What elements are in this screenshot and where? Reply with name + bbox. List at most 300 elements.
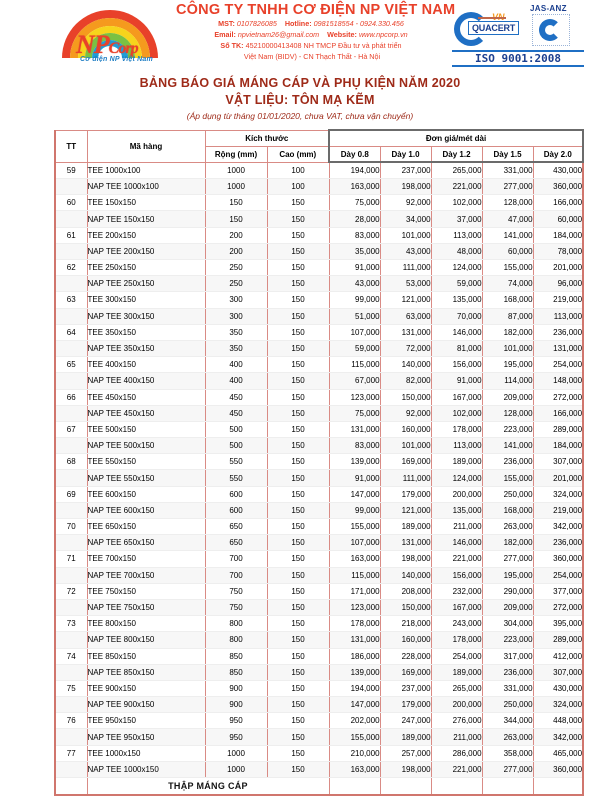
table-row [55, 357, 583, 373]
cell-tt: 72 [55, 583, 87, 599]
cell-price-4: 201,000 [533, 260, 583, 276]
cell-price-1: 160,000 [380, 421, 431, 437]
cell-width: 750 [205, 583, 267, 599]
cell-price-0: 75,000 [329, 405, 380, 421]
table-row [55, 761, 583, 777]
cell-price-2: 200,000 [431, 697, 482, 713]
cell-price-4: 219,000 [533, 292, 583, 308]
quacert-label: QUACERT [468, 21, 519, 35]
cell-price-0: 91,000 [329, 260, 380, 276]
cell-price-1: 92,000 [380, 195, 431, 211]
header-thickness-2-0: Dày 2.0 [533, 146, 583, 162]
cell-code: TEE 150x150 [87, 195, 205, 211]
cell-code: NAP TEE 550x150 [87, 470, 205, 486]
cell-price-3: 60,000 [482, 243, 533, 259]
cell-tt: 76 [55, 713, 87, 729]
banner-spacer-0 [329, 778, 380, 795]
cell-price-0: 67,000 [329, 373, 380, 389]
cell-width: 350 [205, 340, 267, 356]
cell-price-0: 202,000 [329, 713, 380, 729]
cell-height: 150 [267, 697, 329, 713]
cell-code: TEE 400x150 [87, 357, 205, 373]
cell-width: 1000 [205, 162, 267, 178]
cell-price-1: 150,000 [380, 389, 431, 405]
table-row [55, 632, 583, 648]
info-row-bank-1 [176, 40, 446, 51]
table-row [55, 648, 583, 664]
cell-price-1: 34,000 [380, 211, 431, 227]
price-table [54, 129, 584, 796]
cell-price-3: 182,000 [482, 324, 533, 340]
cell-width: 400 [205, 357, 267, 373]
banner-spacer-4 [533, 778, 583, 795]
cell-price-4: 184,000 [533, 227, 583, 243]
cell-height: 150 [267, 276, 329, 292]
cell-price-2: 265,000 [431, 162, 482, 178]
cell-price-3: 209,000 [482, 389, 533, 405]
cell-price-4: 289,000 [533, 632, 583, 648]
cell-price-4: 78,000 [533, 243, 583, 259]
cell-price-0: 99,000 [329, 292, 380, 308]
cell-price-2: 178,000 [431, 632, 482, 648]
cell-price-2: 102,000 [431, 195, 482, 211]
company-logo [58, 4, 180, 66]
cell-width: 450 [205, 389, 267, 405]
website-label: Website: [327, 30, 357, 39]
cell-height: 150 [267, 713, 329, 729]
cell-price-3: 331,000 [482, 162, 533, 178]
cell-width: 950 [205, 713, 267, 729]
cell-code: NAP TEE 250x150 [87, 276, 205, 292]
bank-value-2: Việt Nam (BIDV) - CN Thạch Thất - Hà Nội [243, 52, 381, 61]
cell-width: 850 [205, 648, 267, 664]
cell-width: 550 [205, 454, 267, 470]
table-row [55, 438, 583, 454]
cell-price-3: 128,000 [482, 195, 533, 211]
table-row [55, 697, 583, 713]
cell-code: TEE 600x150 [87, 486, 205, 502]
cell-price-2: 178,000 [431, 421, 482, 437]
cell-width: 700 [205, 567, 267, 583]
cell-price-4: 201,000 [533, 470, 583, 486]
table-row [55, 373, 583, 389]
cell-tt: 70 [55, 519, 87, 535]
cell-price-3: 317,000 [482, 648, 533, 664]
cell-price-4: 307,000 [533, 664, 583, 680]
table-header [55, 130, 583, 162]
cell-price-4: 395,000 [533, 616, 583, 632]
cell-price-4: 324,000 [533, 697, 583, 713]
cell-height: 150 [267, 616, 329, 632]
website-value[interactable]: www.npcorp.vn [358, 30, 408, 39]
table-row [55, 599, 583, 615]
company-info-block [176, 2, 456, 62]
cell-price-1: 140,000 [380, 567, 431, 583]
cell-code: NAP TEE 950x150 [87, 729, 205, 745]
cell-code: NAP TEE 450x150 [87, 405, 205, 421]
cell-price-1: 237,000 [380, 680, 431, 696]
cell-tt [55, 761, 87, 777]
cell-width: 1000 [205, 761, 267, 777]
cell-price-0: 107,000 [329, 535, 380, 551]
table-row [55, 745, 583, 761]
cell-code: NAP TEE 150x150 [87, 211, 205, 227]
cell-price-3: 290,000 [482, 583, 533, 599]
header-code: Mã hàng [87, 130, 205, 162]
cell-price-2: 124,000 [431, 470, 482, 486]
price-table-container [0, 129, 600, 796]
cell-price-1: 101,000 [380, 227, 431, 243]
cell-code: TEE 950x150 [87, 713, 205, 729]
cell-height: 150 [267, 486, 329, 502]
cell-code: TEE 350x150 [87, 324, 205, 340]
cell-price-3: 168,000 [482, 292, 533, 308]
email-cell[interactable] [210, 29, 323, 40]
cell-price-4: 448,000 [533, 713, 583, 729]
cell-code: NAP TEE 900x150 [87, 697, 205, 713]
page-header [0, 0, 600, 68]
cell-price-4: 166,000 [533, 195, 583, 211]
banner-spacer-2 [431, 778, 482, 795]
cell-price-0: 147,000 [329, 697, 380, 713]
cell-price-2: 81,000 [431, 340, 482, 356]
cell-tt: 75 [55, 680, 87, 696]
cell-price-2: 113,000 [431, 438, 482, 454]
bank-label: Số TK: [220, 41, 244, 50]
cell-width: 450 [205, 405, 267, 421]
cell-price-3: 223,000 [482, 632, 533, 648]
table-row [55, 389, 583, 405]
cell-price-1: 198,000 [380, 551, 431, 567]
cell-price-3: 277,000 [482, 551, 533, 567]
cell-price-1: 228,000 [380, 648, 431, 664]
table-row [55, 470, 583, 486]
cell-code: TEE 450x150 [87, 389, 205, 405]
cell-width: 700 [205, 551, 267, 567]
cell-code: NAP TEE 500x150 [87, 438, 205, 454]
cell-price-1: 72,000 [380, 340, 431, 356]
cell-price-2: 146,000 [431, 324, 482, 340]
cell-tt [55, 535, 87, 551]
cell-code: TEE 850x150 [87, 648, 205, 664]
info-row-email-website [176, 29, 446, 40]
cell-tt: 60 [55, 195, 87, 211]
cell-price-3: 195,000 [482, 567, 533, 583]
cell-tt: 59 [55, 162, 87, 178]
cell-code: NAP TEE 700x150 [87, 567, 205, 583]
cell-price-3: 358,000 [482, 745, 533, 761]
cell-code: NAP TEE 800x150 [87, 632, 205, 648]
cell-width: 1000 [205, 179, 267, 195]
cell-code: NAP TEE 400x150 [87, 373, 205, 389]
cell-width: 1000 [205, 745, 267, 761]
cell-price-1: 131,000 [380, 535, 431, 551]
cell-price-2: 113,000 [431, 227, 482, 243]
cell-price-4: 148,000 [533, 373, 583, 389]
cell-width: 400 [205, 373, 267, 389]
cell-height: 150 [267, 680, 329, 696]
cell-height: 150 [267, 373, 329, 389]
cell-price-3: 74,000 [482, 276, 533, 292]
cell-tt [55, 276, 87, 292]
cell-price-3: 101,000 [482, 340, 533, 356]
cell-price-4: 430,000 [533, 680, 583, 696]
cell-price-1: 169,000 [380, 454, 431, 470]
cell-price-4: 236,000 [533, 324, 583, 340]
cell-price-4: 430,000 [533, 162, 583, 178]
cell-price-0: 83,000 [329, 227, 380, 243]
cell-tt: 69 [55, 486, 87, 502]
table-row [55, 292, 583, 308]
table-header-row-1 [55, 130, 583, 146]
cell-price-3: 209,000 [482, 599, 533, 615]
cell-price-2: 200,000 [431, 486, 482, 502]
cell-height: 150 [267, 502, 329, 518]
cell-code: TEE 200x150 [87, 227, 205, 243]
cell-price-1: 121,000 [380, 292, 431, 308]
table-body [55, 162, 583, 794]
cell-width: 600 [205, 502, 267, 518]
cell-height: 150 [267, 664, 329, 680]
cell-price-3: 195,000 [482, 357, 533, 373]
website-cell[interactable] [323, 29, 412, 40]
table-row [55, 227, 583, 243]
table-row [55, 340, 583, 356]
cell-price-3: 263,000 [482, 729, 533, 745]
cell-price-1: 131,000 [380, 324, 431, 340]
cell-price-0: 163,000 [329, 551, 380, 567]
table-row [55, 535, 583, 551]
cell-price-2: 243,000 [431, 616, 482, 632]
cell-price-0: 115,000 [329, 357, 380, 373]
cell-price-1: 150,000 [380, 599, 431, 615]
cell-price-0: 139,000 [329, 454, 380, 470]
table-row [55, 664, 583, 680]
cell-price-0: 35,000 [329, 243, 380, 259]
cell-price-2: 102,000 [431, 405, 482, 421]
cell-price-3: 141,000 [482, 438, 533, 454]
table-row [55, 195, 583, 211]
header-thickness-1-0: Dày 1.0 [380, 146, 431, 162]
cell-price-3: 250,000 [482, 486, 533, 502]
logo-brand: NP [76, 30, 109, 59]
cell-price-3: 331,000 [482, 680, 533, 696]
cell-price-4: 360,000 [533, 761, 583, 777]
cell-height: 150 [267, 227, 329, 243]
cell-code: TEE 900x150 [87, 680, 205, 696]
cell-price-4: 289,000 [533, 421, 583, 437]
cell-tt [55, 470, 87, 486]
cell-price-4: 113,000 [533, 308, 583, 324]
cell-tt [55, 340, 87, 356]
hotline-cell [281, 18, 408, 29]
cell-width: 200 [205, 243, 267, 259]
cell-price-4: 307,000 [533, 454, 583, 470]
table-row [55, 308, 583, 324]
cell-price-1: 121,000 [380, 502, 431, 518]
header-tt: TT [55, 130, 87, 162]
cell-height: 150 [267, 438, 329, 454]
cell-height: 150 [267, 211, 329, 227]
cell-tt [55, 502, 87, 518]
cell-height: 150 [267, 292, 329, 308]
table-row [55, 324, 583, 340]
banner-tt-spacer [55, 778, 87, 795]
cell-width: 350 [205, 324, 267, 340]
table-row [55, 519, 583, 535]
cell-price-0: 163,000 [329, 761, 380, 777]
cell-price-3: 223,000 [482, 421, 533, 437]
cell-price-3: 236,000 [482, 664, 533, 680]
cell-height: 150 [267, 454, 329, 470]
page-subtitle: VẬT LIỆU: TÔN MẠ KẼM [225, 93, 375, 107]
cell-tt [55, 373, 87, 389]
cell-code: TEE 250x150 [87, 260, 205, 276]
cell-code: NAP TEE 1000x100 [87, 179, 205, 195]
cell-price-1: 179,000 [380, 697, 431, 713]
cell-price-2: 167,000 [431, 599, 482, 615]
cell-code: NAP TEE 650x150 [87, 535, 205, 551]
cell-price-0: 186,000 [329, 648, 380, 664]
email-value[interactable]: npvietnam26@gmail.com [237, 30, 320, 39]
header-price-group: Đơn giá/mét dài [329, 130, 583, 146]
logo-brand-suffix: Corp [108, 40, 138, 57]
cell-price-2: 48,000 [431, 243, 482, 259]
cell-price-2: 167,000 [431, 389, 482, 405]
cell-width: 800 [205, 632, 267, 648]
cell-price-2: 59,000 [431, 276, 482, 292]
document-title-block [0, 75, 600, 123]
cell-tt: 68 [55, 454, 87, 470]
hotline-value: 0981518554 - 0924.330.456 [313, 19, 404, 28]
cell-price-1: 111,000 [380, 260, 431, 276]
cell-price-1: 189,000 [380, 519, 431, 535]
cell-height: 150 [267, 195, 329, 211]
cell-price-3: 155,000 [482, 260, 533, 276]
cell-price-1: 189,000 [380, 729, 431, 745]
cell-tt [55, 179, 87, 195]
cell-width: 650 [205, 519, 267, 535]
cell-price-2: 221,000 [431, 179, 482, 195]
bank-value: 45210000413408 NH TMCP Đầu tư và phát triển [245, 41, 402, 50]
header-size-group: Kích thước [205, 130, 329, 146]
cell-price-1: 179,000 [380, 486, 431, 502]
cell-price-2: 221,000 [431, 761, 482, 777]
cell-height: 150 [267, 535, 329, 551]
cell-code: NAP TEE 350x150 [87, 340, 205, 356]
cell-price-2: 189,000 [431, 454, 482, 470]
cell-height: 150 [267, 551, 329, 567]
cell-price-0: 51,000 [329, 308, 380, 324]
cell-height: 150 [267, 470, 329, 486]
cell-price-3: 168,000 [482, 502, 533, 518]
cell-price-0: 147,000 [329, 486, 380, 502]
page-note: (Áp dụng từ tháng 01/01/2020, chưa VAT, chưa vận chuyển) [186, 111, 414, 121]
banner-spacer-3 [482, 778, 533, 795]
logo-tagline: Cơ điện NP Việt Nam [80, 56, 153, 63]
cell-width: 250 [205, 260, 267, 276]
cell-price-3: 277,000 [482, 179, 533, 195]
cell-height: 150 [267, 745, 329, 761]
cell-price-4: 219,000 [533, 502, 583, 518]
cell-price-4: 342,000 [533, 729, 583, 745]
cell-code: TEE 550x150 [87, 454, 205, 470]
mst-label: MST: [218, 19, 235, 28]
cell-price-0: 178,000 [329, 616, 380, 632]
table-row [55, 680, 583, 696]
cell-tt [55, 211, 87, 227]
cell-price-1: 43,000 [380, 243, 431, 259]
cell-tt: 73 [55, 616, 87, 632]
table-row [55, 260, 583, 276]
cell-code: TEE 1000x100 [87, 162, 205, 178]
cell-price-4: 236,000 [533, 535, 583, 551]
cell-price-1: 140,000 [380, 357, 431, 373]
cell-price-0: 194,000 [329, 162, 380, 178]
cell-width: 300 [205, 308, 267, 324]
header-height: Cao (mm) [267, 146, 329, 162]
cell-price-2: 156,000 [431, 567, 482, 583]
cell-code: TEE 800x150 [87, 616, 205, 632]
cell-width: 600 [205, 486, 267, 502]
cell-width: 900 [205, 680, 267, 696]
cell-tt: 66 [55, 389, 87, 405]
cell-price-4: 342,000 [533, 519, 583, 535]
cell-price-3: 182,000 [482, 535, 533, 551]
cell-price-4: 272,000 [533, 389, 583, 405]
cell-height: 150 [267, 357, 329, 373]
cell-height: 150 [267, 389, 329, 405]
cell-price-0: 43,000 [329, 276, 380, 292]
cell-price-1: 198,000 [380, 179, 431, 195]
cell-price-2: 221,000 [431, 551, 482, 567]
cell-price-4: 131,000 [533, 340, 583, 356]
jasanz-mark-icon [532, 14, 570, 46]
table-row [55, 567, 583, 583]
cell-width: 500 [205, 421, 267, 437]
cell-price-1: 53,000 [380, 276, 431, 292]
cell-tt: 64 [55, 324, 87, 340]
header-thickness-0-8: Dày 0.8 [329, 146, 380, 162]
cell-tt [55, 729, 87, 745]
cell-height: 150 [267, 648, 329, 664]
cell-code: NAP TEE 1000x150 [87, 761, 205, 777]
cell-price-1: 101,000 [380, 438, 431, 454]
cell-price-2: 286,000 [431, 745, 482, 761]
cell-price-2: 124,000 [431, 260, 482, 276]
cell-price-0: 194,000 [329, 680, 380, 696]
cell-price-3: 87,000 [482, 308, 533, 324]
cell-price-0: 28,000 [329, 211, 380, 227]
cell-price-2: 211,000 [431, 729, 482, 745]
cell-width: 150 [205, 195, 267, 211]
mst-cell [214, 18, 281, 29]
cell-price-3: 155,000 [482, 470, 533, 486]
cell-price-0: 83,000 [329, 438, 380, 454]
cell-price-1: 257,000 [380, 745, 431, 761]
cell-code: TEE 750x150 [87, 583, 205, 599]
cell-price-0: 131,000 [329, 421, 380, 437]
cell-height: 150 [267, 243, 329, 259]
cell-price-2: 189,000 [431, 664, 482, 680]
cell-price-2: 232,000 [431, 583, 482, 599]
table-row [55, 454, 583, 470]
cell-tt [55, 599, 87, 615]
cell-tt [55, 632, 87, 648]
cell-price-3: 236,000 [482, 454, 533, 470]
cell-height: 150 [267, 260, 329, 276]
cell-price-3: 277,000 [482, 761, 533, 777]
